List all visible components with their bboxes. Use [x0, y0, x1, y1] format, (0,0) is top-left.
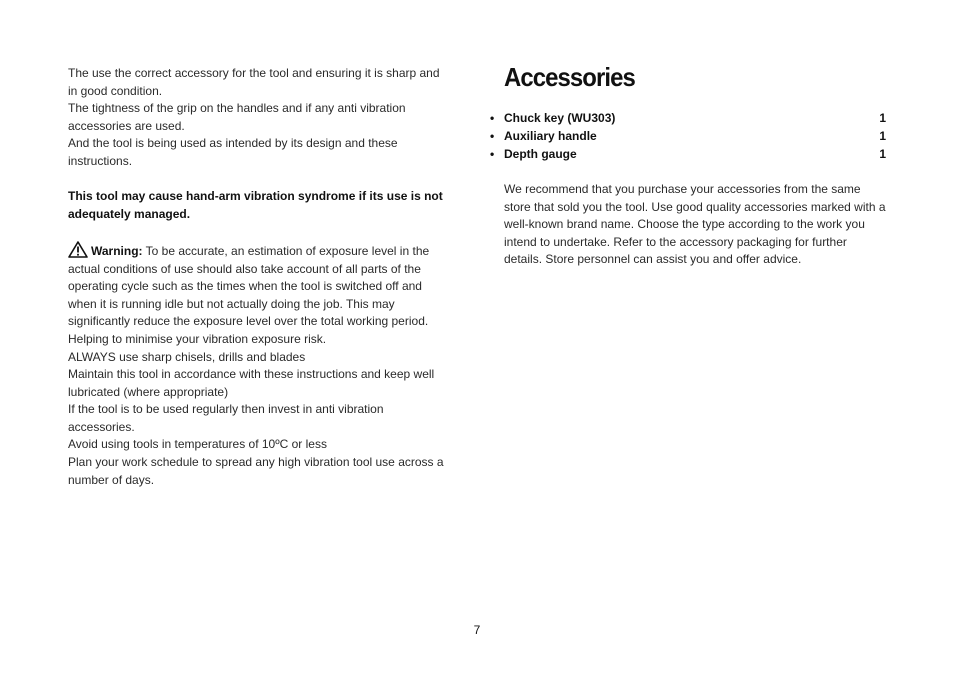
accessory-quantity: 1: [879, 147, 886, 161]
warning-text: To be accurate, an estimation of exposure level in the actual conditions of use should also take account of all parts of the operating cycle such as the times when the tool is switched off and when it is running idle but not actually doing the job. This may significantly reduce the exposure level over the total working period.: [68, 243, 430, 329]
tip-text: Avoid using tools in temperatures of 10ºC or less: [68, 437, 327, 452]
tip-text: Helping to minimise your vibration exposure risk.: [68, 331, 327, 346]
accessory-name: Chuck key (WU303): [504, 111, 616, 125]
right-column: [490, 60, 886, 269]
tip-text: If the tool is to be used regularly then invest in anti vibration accessories.: [68, 402, 384, 434]
list-item: [490, 145, 886, 163]
bullet-icon: •: [490, 111, 495, 125]
bullet-icon: •: [490, 129, 495, 143]
warning-triangle-icon: [68, 241, 88, 258]
accessories-list: [490, 109, 886, 163]
warning-paragraph: [68, 241, 452, 331]
list-item: [490, 109, 886, 127]
bullet-icon: •: [490, 147, 495, 161]
accessory-quantity: 1: [879, 129, 886, 143]
tip-text: Maintain this tool in accordance with these instructions and keep well lubricated (where appropriate): [68, 367, 435, 399]
list-item: [490, 127, 886, 145]
vibration-warning-note: This tool may cause hand-arm vibration syndrome if its use is not adequately managed.: [68, 189, 443, 221]
accessories-paragraph: We recommend that you purchase your accessories from the same store that sold you the tool. Use good quality accessories marked with a well-known brand name. Choose the type according to the work you intend to undertake. Refer to the accessory packaging for further details. Store personnel can assist you and offer advice.: [504, 182, 886, 267]
accessory-name: Depth gauge: [504, 147, 577, 161]
accessory-quantity: 1: [879, 111, 886, 125]
tip-text: ALWAYS use sharp chisels, drills and blades: [68, 349, 306, 364]
tip-text: Plan your work schedule to spread any high vibration tool use across a number of days.: [68, 455, 444, 487]
warning-label: Warning:: [91, 243, 143, 258]
accessories-heading: Accessories: [504, 62, 635, 92]
body-text: The use the correct accessory for the tool and ensuring it is sharp and in good condition.: [68, 66, 440, 98]
left-column: [68, 65, 452, 489]
body-text: And the tool is being used as intended by its design and these instructions.: [68, 136, 398, 168]
body-text: The tightness of the grip on the handles and if any anti vibration accessories are used.: [68, 101, 406, 133]
page-number: 7: [473, 623, 481, 637]
accessory-name: Auxiliary handle: [504, 129, 597, 143]
